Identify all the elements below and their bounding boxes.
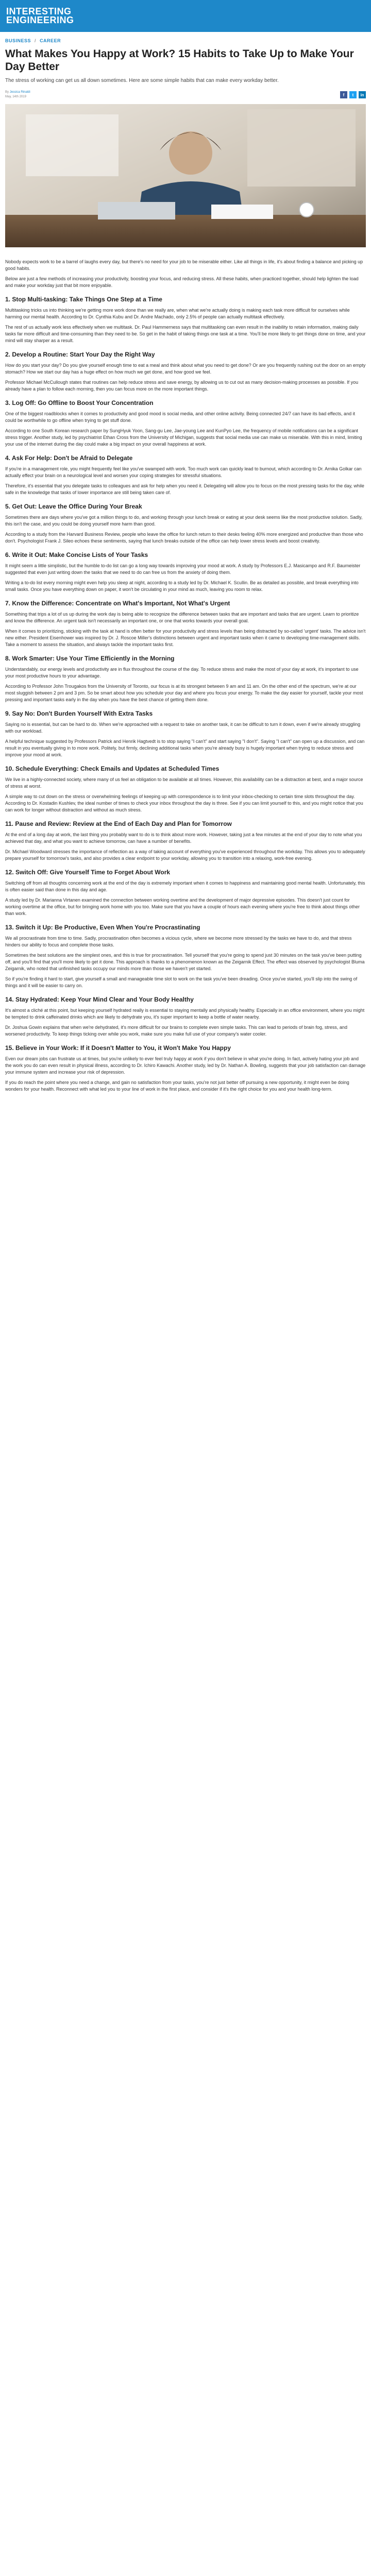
author-link[interactable]: Jessica Rinaldi	[9, 91, 30, 94]
site-logo[interactable]	[6, 7, 74, 25]
section-11-paragraph-2: Dr. Michael Woodward stresses the importance of reflection as a way of taking account of everything you've experienced throughout the workday. This allows you to adequately prepare yourself for tomorrow's tasks, and also provides a clear endpoint to your workday, allowing you to transition into a relaxing, work-free evening.	[5, 849, 365, 861]
section-heading-2: 2. Develop a Routine: Start Your Day the Right Way	[5, 351, 155, 358]
twitter-share-icon[interactable]: t	[349, 91, 357, 98]
section-heading-7: 7. Know the Difference: Concentrate on What's Important, Not What's Urgent	[5, 600, 230, 607]
section-11-paragraph-1: At the end of a long day at work, the last thing you probably want to do is to think about more work. However, taking just a few minutes at the end of your day to note what you achieved that day, and what you want to achieve tomorrow, can have a number of benefits.	[5, 832, 362, 844]
section-heading-10: 10. Schedule Everything: Check Emails and Updates at Scheduled Times	[5, 765, 220, 772]
section-heading-15: 15. Believe in Your Work: If it Doesn't Matter to You, it Won't Make You Happy	[5, 1044, 231, 1052]
section-12-paragraph-2: A study led by Dr. Marianna Virtanen examined the connection between working overtime and the development of major depressive episodes. This doesn't just count for working overtime at the office, but for bringing work home with you too. Make sure that you have a couple of hours each evening where you're free to think about things other than work.	[5, 897, 360, 916]
article-meta	[5, 89, 366, 101]
intro-paragraph-1: Nobody expects work to be a barrel of laughs every day, but there's no need for your job to be miserable either. Like all things in life, it's about finding a balance and picking up good habits.	[5, 259, 363, 271]
article-title: What Makes You Happy at Work? 15 Habits to Take Up to Make Your Day Better	[5, 48, 354, 73]
breadcrumb-subsection[interactable]: CAREER	[40, 38, 61, 43]
byline-prefix: By	[5, 91, 9, 94]
section-heading-4: 4. Ask For Help: Don't be Afraid to Delegate	[5, 454, 133, 462]
publish-date: May, 14th 2019	[5, 95, 26, 98]
section-10-paragraph-2: A simple way to cut down on the stress or overwhelming feelings of keeping up with correspondence is to limit your inbox-checking to certain time slots throughout the day. According to Dr. Kostadin Kushlev, the ideal number of times to check your inbox throughout the day is three. See if you can limit yourself to this, and you might notice that you can work for longer without distraction and without as much stress.	[5, 794, 363, 812]
section-13-paragraph-2: Sometimes the best solutions are the simplest ones, and this is true for procrastination. Tell yourself that you're going to spend just 30 minutes on the task you've been putting off, and you'll find that you'll more likely to get it done. This approach is thanks to a phenomenon known as the Zeigarnik Effect. The effect was observed by psychologist Bluma Zeigarnik, who noted that unfinished tasks occupy our minds more than those we haven't yet started.	[5, 953, 365, 971]
section-10-paragraph-1: We live in a highly-connected society, where many of us feel an obligation to be available at all times. However, this availability can be a distraction at best, and a major source of stress at worst.	[5, 777, 363, 789]
section-12-paragraph-1: Switching off from all thoughts concerning work at the end of the day is extremely important when it comes to happiness and maintaining good mental health. Unfortunately, this is often easier said than done in this day and age.	[5, 880, 365, 892]
hero-photo-illustration	[5, 104, 366, 247]
facebook-share-icon[interactable]: f	[340, 91, 347, 98]
article-body	[5, 259, 366, 1093]
section-6-paragraph-2: Writing a to-do list every morning might even help you sleep at night, according to a study led by Dr. Michael K. Scullin. Be as detailed as possible, and break everything into small tasks. Once you have everything down on paper, it won't be circulating in your mind as much, leaving you room to relax.	[5, 580, 359, 592]
breadcrumb	[5, 38, 366, 43]
section-4-paragraph-2: Therefore, it's essential that you delegate tasks to colleagues and ask for help when you need it. Delegating will allow you to focus on the most pressing tasks for the day, while safe in the knowledge that tasks of lower importance are still being taken care of.	[5, 483, 364, 495]
section-6-paragraph-1: It might seem a little simplistic, but the humble to-do list can go a long way towards improving your mood at work. A study by Professors E.J. Masicampo and R.F. Baumeister suggested that even just writing down the tasks that we need to do can free us from the anxiety of doing them.	[5, 563, 361, 575]
section-heading-11: 11. Pause and Review: Review at the End of Each Day and Plan for Tomorrow	[5, 820, 232, 827]
section-13-paragraph-3: So if you're finding it hard to start, give yourself a small and manageable time slot to work on the task you've been dreading. Once you've started, you'll slip into the swing of things and it will be easier to carry on.	[5, 976, 358, 988]
section-15-paragraph-1: Even our dream jobs can frustrate us at times, but you're unlikely to ever feel truly happy at work if you don't believe in what you're doing. In fact, actively hating your job and the work you do can even result in physical illness, according to Dr. Ichiro Kawachi. Another study, led by Dr. Nathan A. Bowling, suggests that your job satisfaction can damage your immune system and increase your risk of depression.	[5, 1056, 366, 1075]
article-dek: The stress of working can get us all down sometimes. Here are some simple habits that can make every workday better.	[5, 78, 279, 83]
section-heading-1: 1. Stop Multi-tasking: Take Things One Step at a Time	[5, 296, 162, 303]
section-heading-12: 12. Switch Off: Give Yourself Time to Forget About Work	[5, 869, 171, 876]
section-heading-14: 14. Stay Hydrated: Keep Your Mind Clear and Your Body Healthy	[5, 996, 194, 1003]
intro-paragraph-2: Below are just a few methods of increasing your productivity, boosting your focus, and reducing stress. All these habits, when practiced together, should help lighten the load and make your workday just that bit more enjoyable.	[5, 276, 359, 288]
section-2-paragraph-2: Professor Michael McCullough states that routines can help reduce stress and save energy, by allowing us to cut out as many decision-making processes as possible. If you already have a plan to follow each morning, then you can focus more on the more important things.	[5, 380, 359, 392]
section-14-paragraph-2: Dr. Joshua Gowin explains that when we're dehydrated, it's more difficult for our brains to complete even simple tasks. This can lead to periods of brain fog, stress, and worsened productivity. To keep things ticking over while you work, make sure you make full use of your company's water cooler.	[5, 1025, 347, 1037]
section-8-paragraph-2: According to Professor John Trougakos from the University of Toronto, our focus is at its strongest between 9 am and 11 am. On the other end of the spectrum, we're at our most sluggish between 2 pm and 3 pm. So be smart about how you schedule your day and where you focus your energy. To make the day easier for yourself, tackle your most pressing and important tasks early in the day when you have the best chance of getting them done.	[5, 684, 363, 702]
linkedin-share-icon[interactable]: in	[359, 91, 366, 98]
section-3-paragraph-1: One of the biggest roadblocks when it comes to productivity and good mood is social media, and other online activity. Being connected 24/7 can have its bad effects, and it could be worthwhile to go offline when trying to get stuff done.	[5, 411, 356, 423]
section-7-paragraph-1: Something that trips a lot of us up during the work day is being able to recognize the difference between tasks that are important and tasks that are urgent. Learn to prioritize and know the difference. An urgent task isn't necessarily an important one, or one that works towards your overall goal.	[5, 612, 359, 623]
section-heading-5: 5. Get Out: Leave the Office During Your Break	[5, 503, 142, 510]
section-1-paragraph-1: Multitasking tricks us into thinking we're getting more work done than we really are, when what we're actually doing is making each task more difficult for ourselves while harming our mental health. According to Dr. Cynthia Kubu and Dr. Andre Machado, only 2.5% of people can actually multitask effectively.	[5, 308, 350, 319]
section-5-paragraph-1: Sometimes there are days where you've got a million things to do, and working through your lunch break or eating at your desk seems like the most productive solution. Sadly, this isn't the case, and you could be doing yourself more harm than good.	[5, 515, 363, 527]
breadcrumb-section[interactable]: BUSINESS	[5, 38, 31, 43]
logo-line-1: INTERESTING	[6, 6, 72, 16]
section-5-paragraph-2: According to a study from the Harvard Business Review, people who leave the office for lunch return to their desks feeling 40% more energized and productive than those who don't. Psychologist Frank J. Sileo echoes these sentiments, saying that lunch breaks outside of the office can help lower stress levels and boost creativity.	[5, 532, 363, 544]
share-buttons	[340, 91, 366, 98]
logo-line-2: ENGINEERING	[6, 15, 74, 25]
section-4-paragraph-1: If you're in a management role, you might frequently feel like you've swamped with work. Too much work can quickly lead to burnout, which according to Dr. Arnika Golkar can actually effect your brain on a neurological level and worsen your coping strategies for stressful situations.	[5, 466, 362, 478]
section-heading-13: 13. Switch it Up: Be Productive, Even When You're Procrastinating	[5, 924, 200, 931]
section-2-paragraph-1: How do you start your day? Do you give yourself enough time to eat a meal and think about what you need to get done? Or are you frequently rushing out the door on an empty stomach? How we start our day has a huge effect on how much we get done, and how good we feel.	[5, 363, 366, 375]
section-15-paragraph-2: If you do reach the point where you need a change, and gain no satisfaction from your tasks, you're not just better off pursuing a new opportunity, it might even be doing wonders for your health. Reconnect with what led you to your line of work in the first place, and consider if it's the right choice for you and your health long-term.	[5, 1080, 349, 1092]
section-7-paragraph-2: When it comes to prioritizing, sticking with the task at hand is often better for your productivity and stress levels than being distracted by so-called 'urgent' tasks. The advice isn't new either. President Eisenhower was inspired by Dr. J. Roscoe Miller's distinctions between urgent and important tasks when it came to developing time-management skills. Take a moment to assess the situation, and always tackle the important tasks first.	[5, 629, 366, 647]
section-8-paragraph-1: Understandably, our energy levels and productivity are in flux throughout the course of the day. To reduce stress and make the most of your day at work, it's important to use your most productive hours to your advantage.	[5, 667, 359, 679]
article	[0, 38, 371, 1093]
section-9-paragraph-2: A helpful technique suggested by Professors Patrick and Henrik Hagtvedt is to stop saying "I can't" and start saying "I don't". Saying "I can't" can open up a discussion, and can result in you eventually giving in to more work. Politely, but firmly, declining additional tasks when you're already busy is hugely important when trying to reduce stress and improve your mood at work.	[5, 739, 365, 757]
breadcrumb-separator: /	[35, 38, 37, 43]
section-3-paragraph-2: According to one South Korean research paper by SungHyuk Yoon, Sang-gu Lee, Jae-young Lee and KunPyo Lee, the frequency of mobile notifications can be a significant stress trigger. Another study, led by psychiatrist Ethan Cross from the University of Michigan, suggests that social media use can make us miserable. With this in mind, limiting your use of the internet during the day could make a big impact on your overall happiness at work.	[5, 428, 362, 447]
section-9-paragraph-1: Saying no is essential, but can be hard to do. When we're approached with a request to take on another task, it can be difficult to turn it down, even if we're already struggling with our workload.	[5, 722, 361, 734]
section-heading-9: 9. Say No: Don't Burden Yourself With Extra Tasks	[5, 710, 153, 717]
byline	[5, 90, 30, 99]
section-heading-3: 3. Log Off: Go Offline to Boost Your Concentration	[5, 399, 154, 406]
hero-image	[5, 104, 366, 247]
section-heading-8: 8. Work Smarter: Use Your Time Efficiently in the Morning	[5, 655, 175, 662]
site-header	[0, 0, 371, 32]
section-heading-6: 6. Write it Out: Make Concise Lists of Your Tasks	[5, 551, 148, 558]
section-13-paragraph-1: We all procrastinate from time to time. Sadly, procrastination often becomes a vicious cycle, where we become more stressed by the tasks we have to do, and that stress hinders our ability to focus and complete those tasks.	[5, 936, 352, 947]
section-1-paragraph-2: The rest of us actually work less effectively when we multitask. Dr. Paul Hammerness says that multitasking can even result in the inability to retain information, making daily tasks far more difficult and time-consuming than they need to be. So get in the habit of taking things one task at a time. You'll be more likely to get things done on time, and your mind will stay sharper as a result.	[5, 325, 366, 343]
section-14-paragraph-1: It's almost a cliché at this point, but keeping yourself hydrated really is essential to staying mentally and physically healthy. Especially in an office environment, where you might be tempted to drink caffeinated drinks which are likely to dehydrate you, it's super important to keep a bottle of water nearby.	[5, 1008, 365, 1020]
